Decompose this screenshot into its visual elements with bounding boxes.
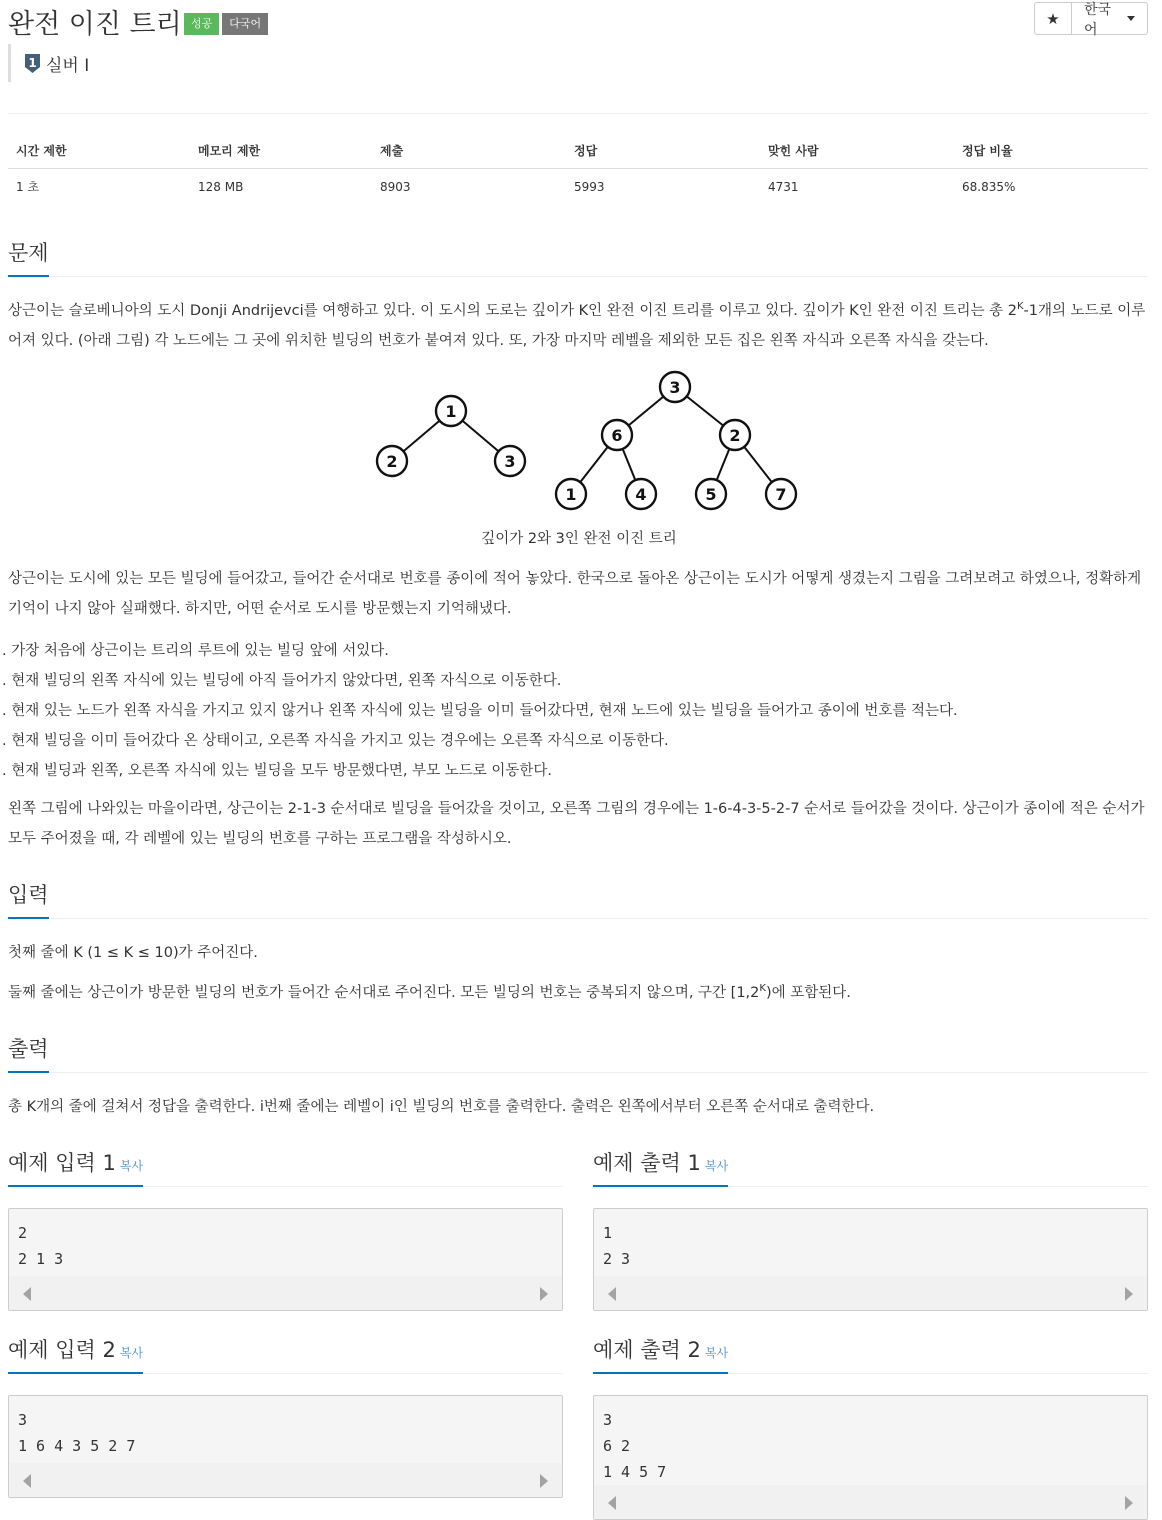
tree-node-label: 3 [669,378,681,397]
tier-shield-icon [24,53,41,74]
time-limit-value: 1 초 [16,180,40,195]
horizontal-scrollbar[interactable] [9,1276,562,1310]
description-paragraph-1: 상근이는 슬로베니아의 도시 Donji Andrijevci를 여행하고 있다. 이 도시의 도로는 깊이가 K인 완전 이진 트리를 이루고 있다. 깊이가 K인 완전 이진 트리는 총 $2^K-1$개의 노드로 이루어져 있다. (아래 그림) 각 노드에는 그 곳에 위치한 빌딩의 번호가 붙여져 있다. 또, 가장 마지막 레벨을 제외한 모든 집은 왼쪽 자식과 오른쪽 자식을 갖는다. [8,301,1146,349]
problem-section-header [8,236,1148,277]
sample-output-1-header [593,1146,1148,1187]
copy-sample-output-1-button[interactable]: 복사 [704,1159,729,1173]
header-memory-limit: 메모리 제한 [190,133,372,168]
sample-input-2-title: 예제 입력 2 복사 [8,1334,143,1374]
problem-title: 완전 이진 트리 [8,9,182,40]
input-line-1: 첫째 줄에 K (1 ≤ K ≤ 10)가 주어진다. [8,945,258,961]
copy-sample-input-2-button[interactable]: 복사 [119,1346,144,1360]
description-paragraph-3: 왼쪽 그림에 나와있는 마을이라면, 상근이는 2-1-3 순서대로 빌딩을 들어갔을 것이고, 오른쪽 그림의 경우에는 1-6-4-3-5-2-7 순서로 들어갔을 것이다. 상근이가 종이에 적은 순서가 모두 주어졌을 때, 각 레벨에 있는 빌딩의 번호를 구하는 프로그램을 작성하시오. [8,801,1145,847]
sample-output-2-box[interactable] [593,1395,1148,1520]
sample-output-1-box[interactable] [593,1208,1148,1311]
tier-label: 실버 I [46,55,90,76]
sample-output-2-title: 예제 출력 2 복사 [593,1334,728,1374]
header-solved-users: 맞힌 사람 [760,133,954,168]
output-section-title: 출력 [8,1033,49,1073]
header-accepted: 정답 [566,133,760,168]
language-label: 한국어 [1084,1,1112,38]
tier-block [8,44,89,82]
copy-sample-input-1-button[interactable]: 복사 [119,1159,144,1173]
language-dropdown[interactable] [1072,1,1148,38]
scroll-left-icon[interactable] [23,1287,31,1301]
list-item: . 현재 빌딩과 왼쪽, 오른쪽 자식에 있는 빌딩을 모두 방문했다면, 부모 노드로 이동한다. [2,763,552,779]
tree-node-label: 7 [775,485,787,504]
scroll-right-icon[interactable] [1125,1287,1133,1301]
list-item: . 가장 처음에 상근이는 트리의 루트에 있는 빌딩 앞에 서있다. [2,643,389,659]
horizontal-scrollbar[interactable] [9,1463,562,1497]
tree-node-label: 5 [705,485,717,504]
output-line-1: 총 K개의 줄에 걸쳐서 정답을 출력한다. i번째 줄에는 레벨이 i인 빌딩의 번호를 출력한다. 출력은 왼쪽에서부터 오른쪽 순서대로 출력한다. [8,1099,875,1115]
sample-input-2-box[interactable] [8,1395,563,1498]
problem-info-table [8,133,1148,205]
list-item: . 현재 빌딩을 이미 들어갔다 온 상태이고, 오른쪽 자식을 가지고 있는 경우에는 오른쪽 자식으로 이동한다. [2,733,669,749]
header-time-limit: 시간 제한 [8,133,190,168]
success-badge: 성공 [184,13,219,35]
title-row [8,0,1148,40]
caret-down-icon [1127,16,1135,21]
favorite-button[interactable] [1034,2,1072,35]
sample-output-1-text: 1 2 3 [603,1224,631,1268]
scroll-left-icon[interactable] [23,1474,31,1488]
sample-input-1-text: 2 2 1 3 [18,1224,64,1268]
list-item: . 현재 있는 노드가 왼쪽 자식을 가지고 있지 않거나 왼쪽 자식에 있는 빌딩을 이미 들어갔다면, 현재 노드에 있는 빌딩을 들어가고 종이에 번호를 적는다. [2,703,958,719]
visit-steps-list [2,636,958,786]
input-section-header [8,878,1148,919]
problem-section-title: 문제 [8,237,49,277]
tree-node-label: 2 [386,452,398,471]
scroll-right-icon[interactable] [1125,1496,1133,1510]
sample-output-2-text: 3 6 2 1 4 5 7 [603,1411,667,1481]
memory-limit-value: 128 MB [198,179,244,194]
description-paragraph-2: 상근이는 도시에 있는 모든 빌딩에 들어갔고, 들어간 순서대로 번호를 종이에 적어 놓았다. 한국으로 돌아온 상근이는 도시가 어떻게 생겼는지 그림을 그려보려고 하였으나, 정확하게 기억이 나지 않아 실패했다. 하지만, 어떤 순서로 도시를 방문했는지 기억해냈다. [8,571,1142,617]
list-item: . 현재 빌딩의 왼쪽 자식에 있는 빌딩에 아직 들어가지 않았다면, 왼쪽 자식으로 이동한다. [2,673,562,689]
header-ratio: 정답 비율 [954,133,1148,168]
submissions-value: 8903 [380,179,411,194]
tree-node-label: 3 [504,452,516,471]
tier-shield-number: 1 [28,55,37,70]
sample-output-1-title: 예제 출력 1 복사 [593,1147,728,1187]
multilang-badge: 다국어 [222,13,268,35]
output-section-header [8,1032,1148,1073]
tree-node-label: 6 [611,426,623,445]
input-section-title: 입력 [8,879,49,919]
table-row [8,168,1148,205]
tree-node-label: 1 [445,402,457,421]
scroll-left-icon[interactable] [608,1496,616,1510]
ratio-value: 68.835% [962,179,1016,194]
tree-node-label: 4 [635,485,647,504]
tree-node-label: 2 [729,426,741,445]
scroll-left-icon[interactable] [608,1287,616,1301]
tree-figure [364,366,814,516]
header-submissions: 제출 [372,133,566,168]
divider [8,113,1148,114]
badges [184,13,271,35]
tree-node-label: 1 [565,485,577,504]
sample-input-2-header [8,1333,563,1374]
sample-input-1-box[interactable] [8,1208,563,1311]
sample-input-2-text: 3 1 6 4 3 5 2 7 [18,1411,136,1455]
input-line-2: 둘째 줄에는 상근이가 방문한 빌딩의 번호가 들어간 순서대로 주어진다. 모든 빌딩의 번호는 중복되지 않으며, 구간 $[1,2^K)$에 포함된다. [8,983,851,1001]
horizontal-scrollbar[interactable] [594,1276,1147,1310]
accepted-value: 5993 [574,179,605,194]
scroll-right-icon[interactable] [540,1474,548,1488]
sample-input-1-header [8,1146,563,1187]
copy-sample-output-2-button[interactable]: 복사 [704,1346,729,1360]
scroll-right-icon[interactable] [540,1287,548,1301]
table-header-row [8,133,1148,168]
title-actions [1034,1,1148,38]
sample-output-2-header [593,1333,1148,1374]
figure-caption: 깊이가 2와 3인 완전 이진 트리 [481,531,677,547]
star-icon: ★ [1046,9,1060,28]
solved-users-value: 4731 [768,179,799,194]
sample-input-1-title: 예제 입력 1 복사 [8,1147,143,1187]
horizontal-scrollbar[interactable] [594,1485,1147,1519]
